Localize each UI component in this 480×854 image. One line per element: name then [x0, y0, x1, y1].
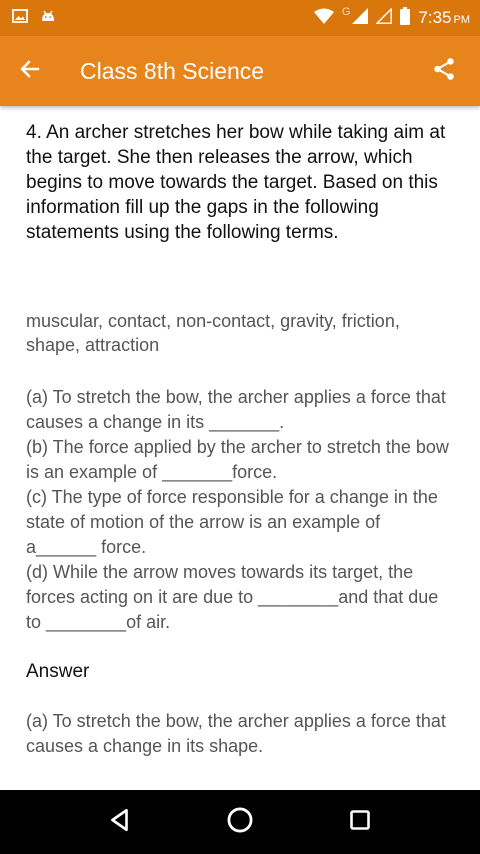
navigation-bar	[0, 790, 480, 854]
recents-square-icon	[348, 808, 372, 837]
image-icon	[12, 8, 28, 29]
question-text: 4. An archer stretches her bow while taking aim at the target. She then releases the arrow, which begins to move towards the target. Based on this information fill up the gaps in the following statements using the following terms.	[26, 122, 446, 243]
answer-text: (a) To stretch the bow, the archer applies a force that causes a change in its shape.	[26, 711, 446, 756]
battery-icon	[400, 7, 410, 30]
network-type-label: G	[341, 6, 351, 18]
app-bar	[0, 36, 480, 106]
share-button[interactable]	[426, 53, 462, 89]
android-icon	[40, 8, 56, 29]
status-time	[418, 8, 470, 28]
spacer	[26, 245, 454, 309]
arrow-left-icon	[18, 57, 42, 86]
back-button[interactable]	[18, 51, 58, 91]
question-part: (b) The force applied by the archer to stretch the bow is an example of _______force.	[26, 437, 449, 482]
status-bar	[0, 0, 480, 36]
question-part: (a) To stretch the bow, the archer applies a force that causes a change in its _______.	[26, 387, 446, 432]
content-scroll-area[interactable]	[0, 106, 480, 790]
signal-icon	[352, 8, 368, 29]
back-triangle-icon	[107, 807, 133, 838]
nav-back-button[interactable]	[96, 798, 144, 846]
nav-recents-button[interactable]	[336, 798, 384, 846]
signal-empty-icon	[376, 8, 392, 29]
question-part: (d) While the arrow moves towards its target, the forces acting on it are due to ________and that due to ________of air.	[26, 562, 439, 632]
question-part: (c) The type of force responsible for a change in the state of motion of the arrow is an example of a______ force.	[26, 487, 438, 557]
status-right	[314, 7, 470, 30]
answer-heading: Answer	[26, 661, 90, 682]
status-left	[12, 8, 56, 29]
page-title: Class 8th Science	[80, 57, 265, 84]
time-value: 7:35	[418, 8, 452, 27]
terms-list: muscular, contact, non-contact, gravity, friction, shape, attraction	[26, 311, 400, 355]
share-icon	[431, 56, 457, 87]
question-parts	[26, 385, 454, 635]
wifi-icon	[314, 8, 334, 29]
time-ampm: PM	[453, 14, 470, 26]
home-circle-icon	[226, 806, 254, 839]
nav-home-button[interactable]	[216, 798, 264, 846]
